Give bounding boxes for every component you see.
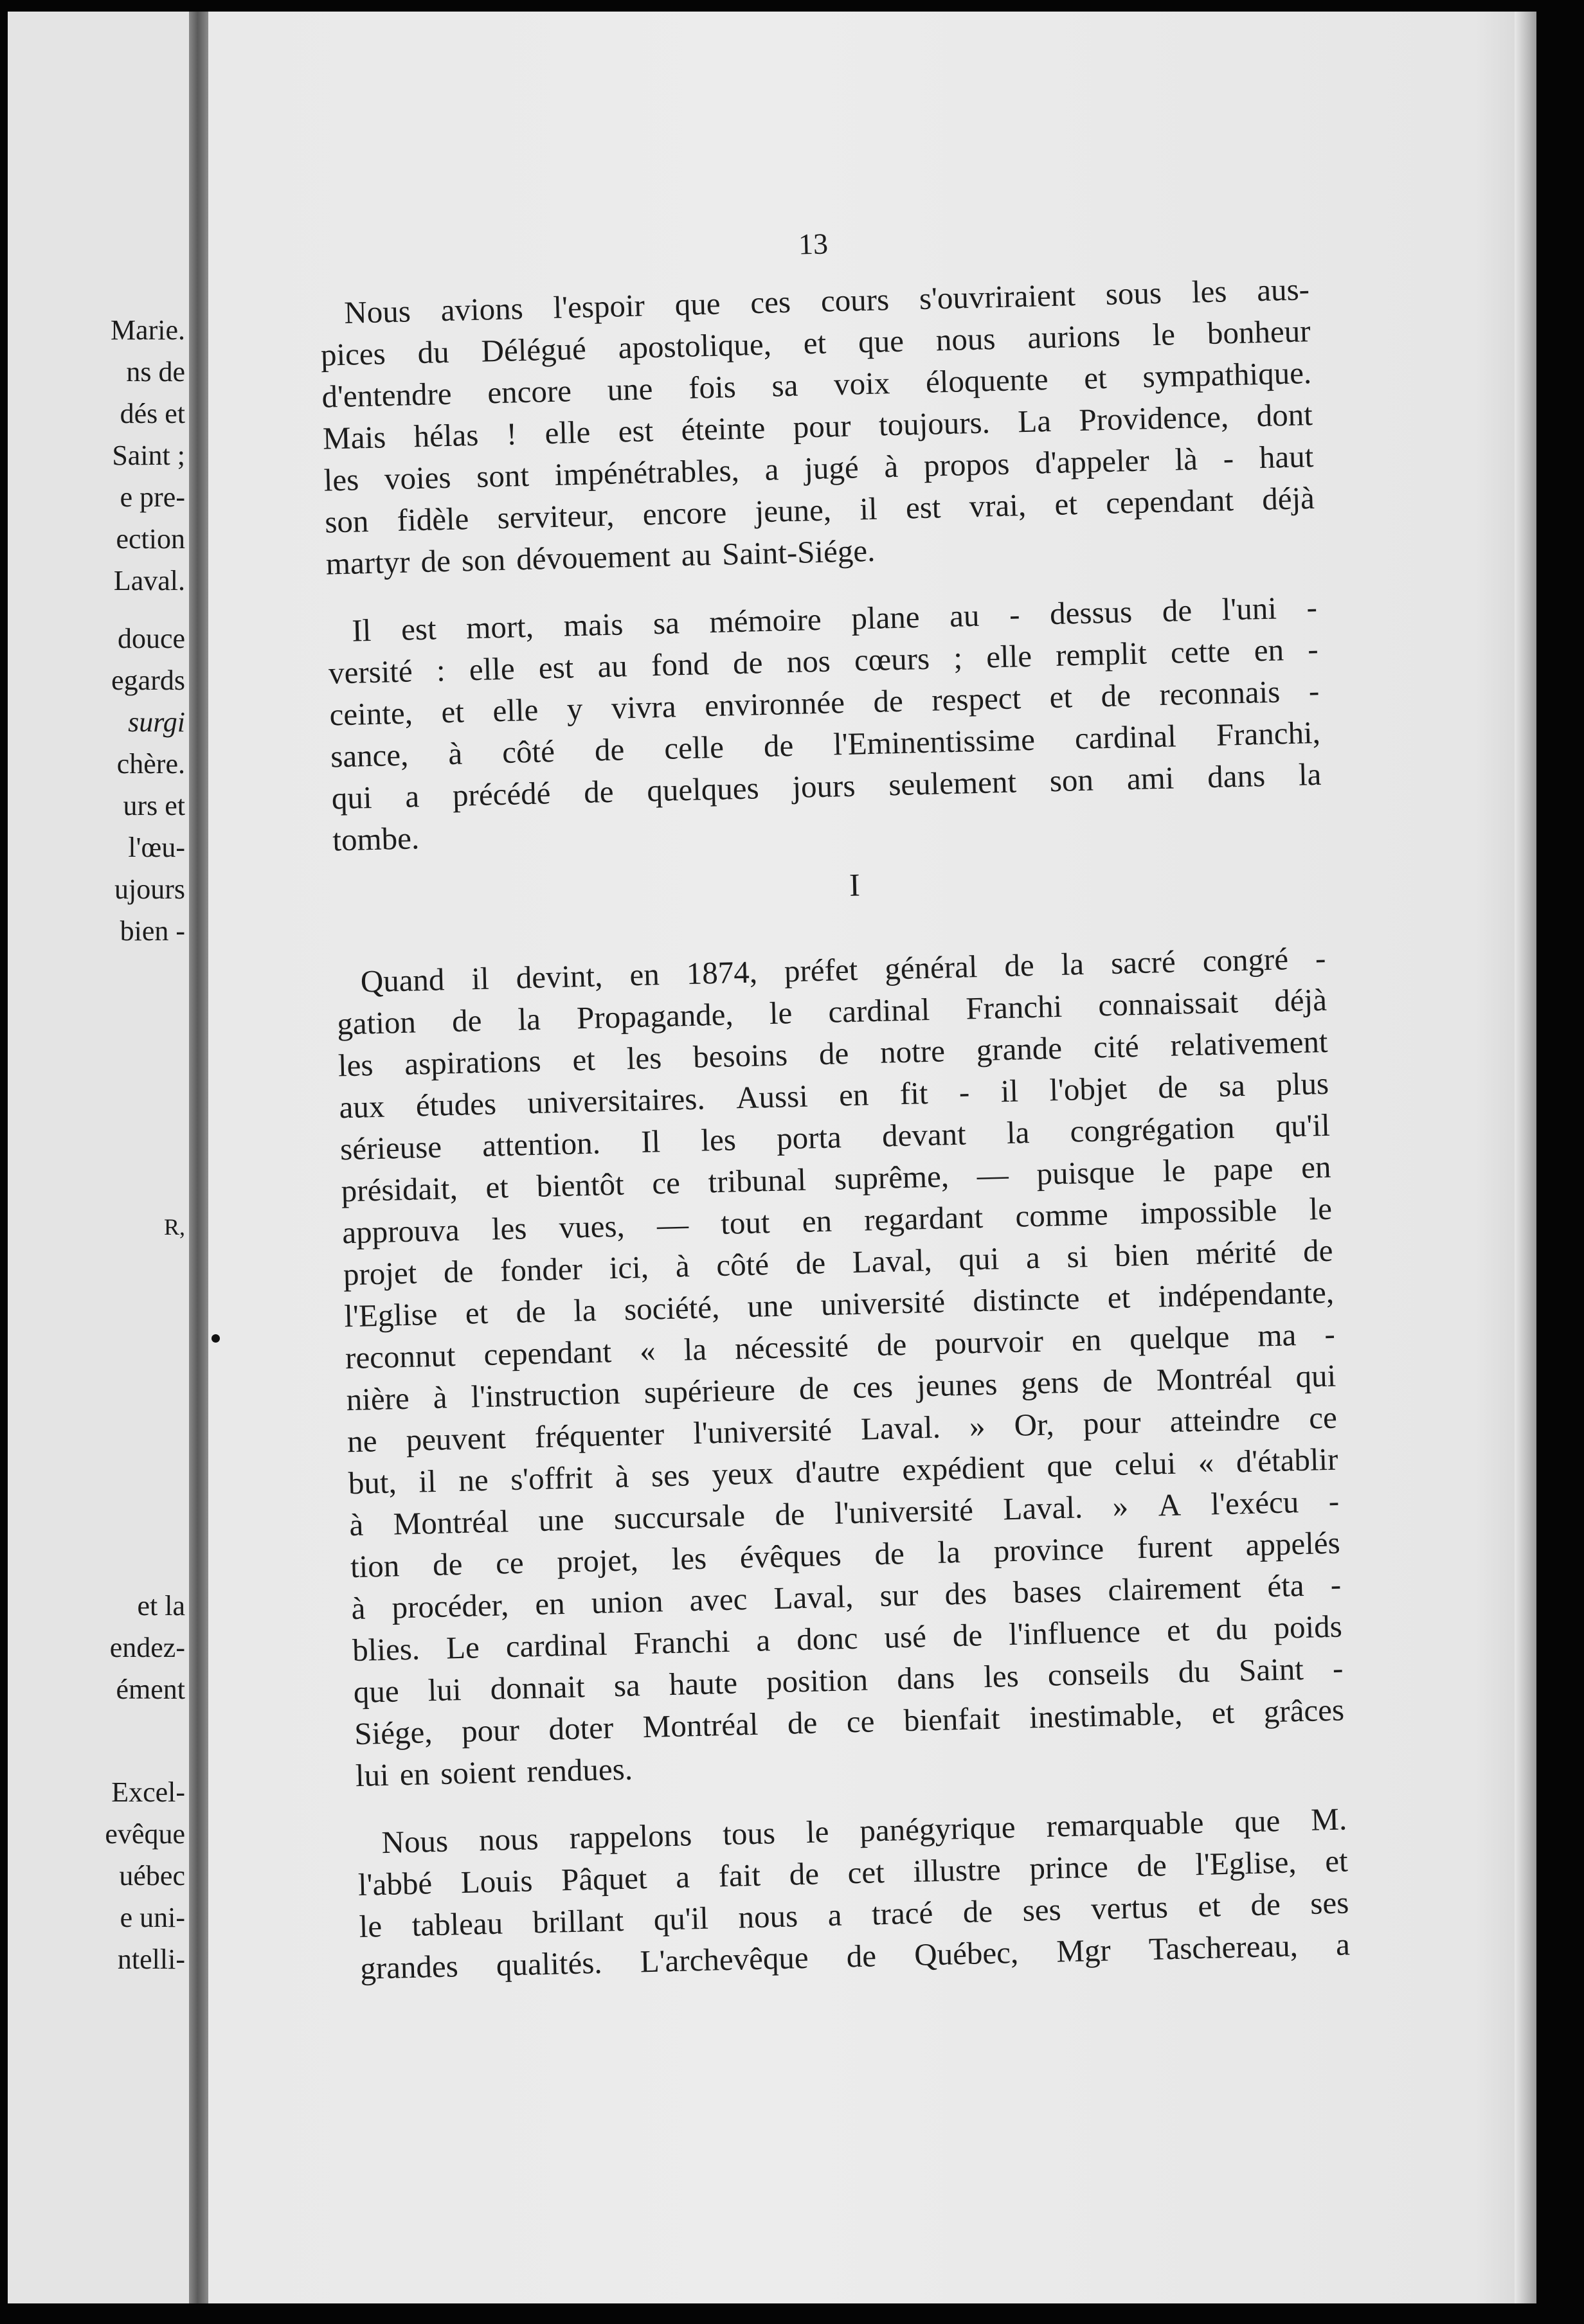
text-line: les voies sont impénétrables, a jugé à propos d'appeler là - haut (323, 438, 1314, 498)
text-line: aux études universitaires. Aussi en fit - il l'objet de sa plus (338, 1065, 1329, 1125)
section-heading: I (849, 866, 861, 903)
facing-page-line: ujours (114, 873, 185, 905)
text-line: à procéder, en union avec Laval, sur des bases clairement éta - (350, 1566, 1342, 1627)
binding-dot (212, 1334, 220, 1343)
facing-page-line: dés et (120, 398, 185, 429)
text-line: versité : elle est au fond de nos cœurs ; elle remplit cette en - (328, 630, 1319, 691)
text-line: reconnut cependant « la nécessité de pourvoir en quelque ma - (345, 1316, 1336, 1376)
text-line: grandes qualités. L'archevêque de Québec, Mgr Taschereau, a (359, 1926, 1351, 1986)
text-line: approuva les vues, — tout en regardant comme impossible le (341, 1190, 1333, 1251)
text-line: d'entendre encore une fois sa voix éloquente et sympathique. (321, 355, 1312, 415)
scanned-page (8, 12, 1536, 2303)
text-line: que lui donnait sa haute position dans les conseils du Saint - (353, 1650, 1344, 1710)
text-line: l'Eglise et de la société, une université distincte et indépendante, (343, 1274, 1335, 1334)
facing-page-line: e uni- (120, 1902, 185, 1933)
text-line: Siége, pour doter Montréal de ce bienfait inestimable, et grâces (354, 1692, 1345, 1752)
text-line: ne peuvent fréquenter l'université Laval. » Or, pour atteindre ce (346, 1399, 1338, 1460)
paragraph-2 (327, 586, 1323, 861)
text-line: martyr de son dévouement au Saint-Siége. (325, 532, 876, 582)
facing-page-line: et la (137, 1590, 185, 1622)
text-line: Mais hélas ! elle est éteinte pour toujours. La Providence, dont (322, 397, 1313, 456)
facing-page-fragment (8, 12, 189, 2303)
facing-page-line: endez- (109, 1632, 185, 1663)
facing-page-line: surgi (128, 706, 185, 738)
text-line: blies. Le cardinal Franchi a donc usé de l'influence et du poids (352, 1608, 1343, 1668)
facing-page-line: chère. (116, 748, 185, 780)
facing-page-line: bien - (120, 915, 185, 947)
text-line: tion de ce projet, les évêques de la province furent appelés (350, 1524, 1341, 1585)
text-line: Quand il devint, en 1874, préfet général de la sacré congré - (360, 940, 1327, 999)
facing-page-line: ns de (126, 356, 185, 388)
text-line: Nous avions l'espoir que ces cours s'ouvriraient sous les aus- (343, 271, 1310, 330)
text-line: lui en soient rendues. (355, 1751, 633, 1794)
text-line: gation de la Propagande, le cardinal Franchi connaissait déjà (336, 981, 1328, 1042)
text-line: nière à l'instruction supérieure de ces jeunes gens de Montréal qui (346, 1357, 1336, 1418)
text-line: Il est mort, mais sa mémoire plane au - dessus de l'uni - (351, 589, 1318, 648)
text-line: les aspirations et les besoins de notre grande cité relativement (338, 1023, 1329, 1084)
facing-page-line: Marie. (110, 314, 185, 346)
facing-page-line: l'œu- (128, 832, 185, 863)
facing-page-line: R, (163, 1214, 185, 1240)
text-line: but, il ne s'offrit à ses yeux d'autre expédient que celui « d'établir (348, 1441, 1338, 1501)
binding-gutter (189, 12, 208, 2303)
text-line: projet de fonder ici, à côté de Laval, qui a si bien mérité de (343, 1232, 1334, 1292)
text-line: à Montréal une succursale de l'université Laval. » A l'exécu - (348, 1483, 1340, 1543)
facing-page-line: Excel- (111, 1776, 185, 1808)
facing-page-line: egards (111, 665, 185, 696)
text-line: l'abbé Louis Pâquet a fait de cet illustre prince de l'Eglise, et (357, 1843, 1349, 1903)
paragraph-1 (320, 268, 1317, 584)
page-edge (1515, 12, 1536, 2303)
paragraph-4 (357, 1798, 1351, 1989)
facing-page-line: urs et (123, 790, 185, 821)
page-number: 13 (798, 227, 829, 261)
text-line: sérieuse attention. Il les porta devant la congrégation qu'il (339, 1107, 1331, 1167)
facing-page-line: douce (117, 623, 185, 654)
text-line: présidait, et bientôt ce tribunal suprême, — puisque le pape en (341, 1149, 1331, 1209)
text-line: qui a précédé de quelques jours seulement son ami dans la (331, 756, 1322, 816)
text-line: pices du Délégué apostolique, et que nous aurions le bonheur (320, 313, 1311, 373)
text-line: ceinte, et elle y vivra environnée de respect et de reconnais - (328, 672, 1320, 733)
facing-page-line: e pre- (120, 481, 185, 513)
facing-page-line: evêque (105, 1818, 185, 1850)
facing-page-line: ection (116, 523, 185, 555)
paragraph-3 (336, 937, 1346, 1796)
text-line: tombe. (332, 820, 420, 858)
text-line: le tableau brillant qu'il nous a tracé de ses vertus et de ses (359, 1884, 1349, 1944)
facing-page-line: ntelli- (117, 1944, 185, 1975)
facing-page-line: Saint ; (112, 440, 185, 471)
text-line: Nous nous rappelons tous le panégyrique remarquable que M. (381, 1801, 1347, 1861)
text-line: son fidèle serviteur, encore jeune, il est vrai, et cependant déjà (324, 480, 1315, 540)
text-line: sance, à côté de celle de l'Eminentissime cardinal Franchi, (330, 714, 1321, 774)
facing-page-line: uébec (119, 1860, 185, 1891)
facing-page-line: Laval. (113, 565, 185, 596)
facing-page-line: ément (116, 1674, 185, 1705)
page-body (316, 154, 1350, 1989)
